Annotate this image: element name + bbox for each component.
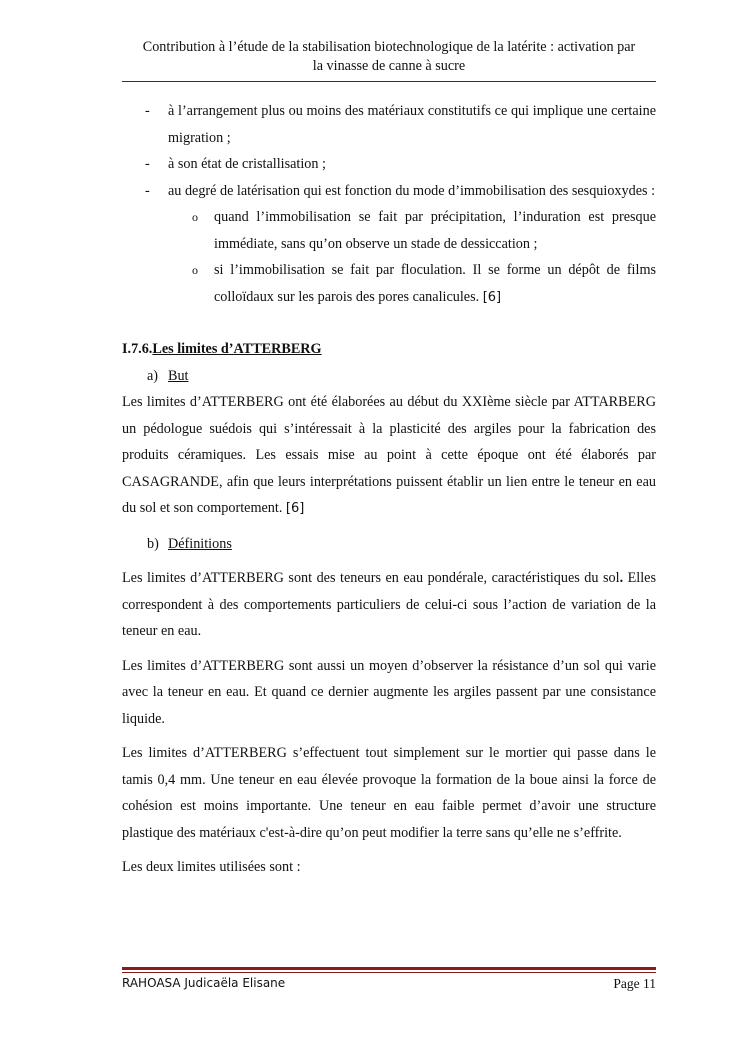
citation-ref: [6] bbox=[285, 501, 305, 516]
list-item bbox=[122, 98, 656, 151]
footer-divider-thin bbox=[122, 972, 656, 973]
paragraph-but bbox=[122, 389, 656, 523]
spacer bbox=[122, 732, 656, 740]
spacer bbox=[122, 523, 656, 531]
list-item-text: quand l’immobilisation se fait par précipitation, l’induration est presque immédiate, sans qu’on observe un stade de dessiccation ; bbox=[214, 209, 656, 252]
section-heading bbox=[122, 336, 656, 363]
list-item bbox=[122, 257, 656, 311]
paragraph-dot: . bbox=[619, 570, 624, 586]
paragraph-definitions-1 bbox=[122, 565, 656, 645]
paragraph-text: Les limites d’ATTERBERG ont été élaborées au début du XXIème siècle par ATTARBERG un pédologue suédois qui s’intéressait à la plasticité des argiles pour la fabrication des produits céramiques. Les essais mise au point à cette époque ont été élaborés par CASAGRANDE, afin que leurs interprétations puissent établir un lien entre le teneur en eau du sol et son comportement. bbox=[122, 394, 656, 516]
citation-ref: [6] bbox=[482, 289, 502, 305]
list-item-text: au degré de latérisation qui est fonction du mode d’immobilisation des sesquioxydes : bbox=[168, 182, 656, 199]
footer-author: RAHOASA Judicaëla Elisane bbox=[122, 976, 286, 990]
spacer bbox=[122, 557, 656, 565]
circle-marker: o bbox=[192, 210, 198, 224]
header-divider bbox=[122, 81, 656, 82]
section-title: Les limites d’ATTERBERG bbox=[152, 341, 322, 357]
list-item-text: à son état de cristallisation ; bbox=[168, 156, 326, 172]
subsection-label: But bbox=[168, 367, 189, 384]
footer-divider-thick bbox=[122, 967, 656, 970]
header-line-2: la vinasse de canne à sucre bbox=[312, 58, 466, 74]
footer-page-number: Page 11 bbox=[613, 976, 656, 991]
spacer bbox=[122, 645, 656, 653]
paragraph-definitions-3: Les limites d’ATTERBERG s’effectuent tout simplement sur le mortier qui passe dans le tamis 0,4 mm. Une teneur en eau élevée provoque la formation de la boue ainsi la force de cohésion est moins importante. Une teneur en eau faible permet d’avoir une structure plastique des matériaux c'est-à-dire qu’on peut modifier la terre sans qu’elle ne s’effrite. bbox=[122, 745, 656, 841]
paragraph-text: Elles correspondent à des comportements particuliers de celui-ci sous l’action de variation de la teneur en eau. bbox=[122, 570, 656, 639]
paragraph-definitions-4: Les deux limites utilisées sont : bbox=[122, 859, 301, 875]
list-item-text: à l’arrangement plus ou moins des matériaux constitutifs ce qui implique une certaine migration ; bbox=[168, 103, 656, 146]
dash-marker: - bbox=[145, 182, 150, 199]
paragraph-text: Les limites d’ATTERBERG sont des teneurs en eau pondérale, caractéristiques du sol bbox=[122, 570, 620, 586]
body-content bbox=[122, 98, 656, 881]
subsection-marker: b) bbox=[147, 535, 159, 552]
dash-marker: - bbox=[145, 103, 150, 119]
subsection-marker: a) bbox=[147, 367, 159, 384]
circle-marker: o bbox=[192, 263, 198, 277]
dash-list bbox=[122, 98, 656, 204]
circle-list bbox=[122, 204, 656, 311]
list-item bbox=[122, 151, 656, 178]
running-header bbox=[122, 38, 656, 76]
list-item-text: si l’immobilisation se fait par floculation. Il se forme un dépôt de films colloïdaux sur les parois des pores canalicules. bbox=[214, 262, 656, 305]
subsection-b bbox=[122, 531, 656, 558]
spacer bbox=[122, 846, 656, 854]
section-number: I.7.6. bbox=[122, 341, 153, 357]
header-line-1: Contribution à l’étude de la stabilisation biotechnologique de la latérite : activation par bbox=[142, 39, 636, 55]
dash-marker: - bbox=[145, 156, 150, 172]
paragraph-definitions-2: Les limites d’ATTERBERG sont aussi un moyen d’observer la résistance d’un sol qui varie avec la teneur en eau. Et quand ce dernier augmente les argiles passent par une consistance liquide. bbox=[122, 657, 656, 727]
subsection-label: Définitions bbox=[168, 535, 232, 552]
list-item bbox=[122, 178, 656, 205]
subsection-a bbox=[122, 363, 656, 390]
list-item bbox=[122, 204, 656, 257]
